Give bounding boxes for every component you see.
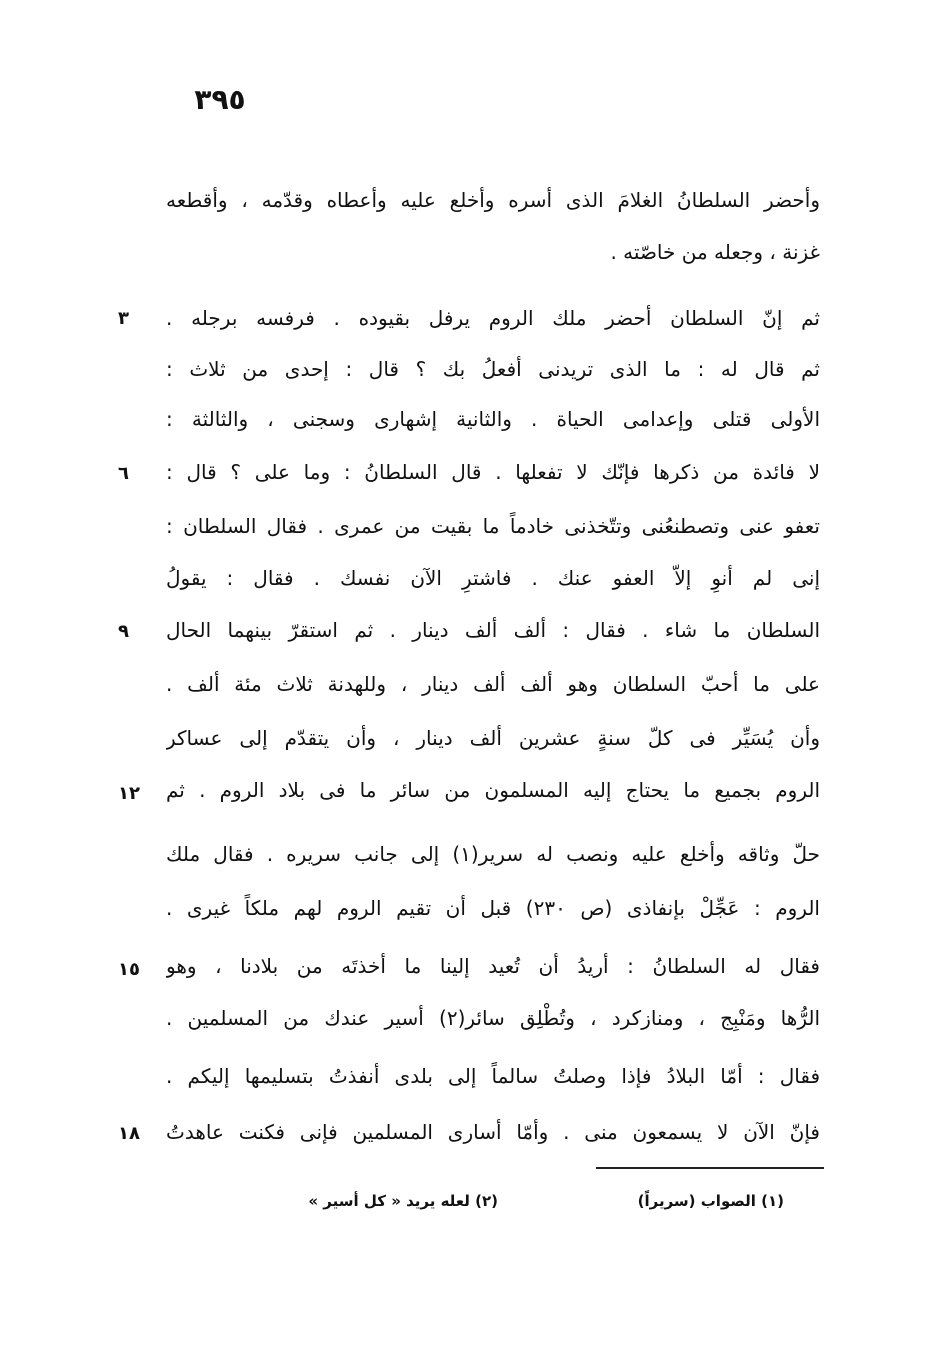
line-number-12: ١٢ — [118, 783, 140, 804]
text-line: على ما أحبّ السلطان وهو ألف ألف دينار ، وللهدنة ثلاث مئة ألف . — [166, 672, 820, 696]
text-line: فإنّ الآن لا يسمعون منى . وأمّا أسارى المسلمين فإنى فكنت عاهدتُ — [166, 1120, 820, 1144]
footnote-separator — [596, 1167, 824, 1169]
line-number-15: ١٥ — [118, 959, 140, 980]
text-line: فقال له السلطانُ : أريدُ أن تُعيد إلينا ما أخذتَه من بلادنا ، وهو — [166, 954, 820, 978]
line-number-18: ١٨ — [118, 1123, 140, 1144]
text-line: فقال : أمّا البلادُ فإذا وصلتُ سالماً إلى بلدى أنفذتُ بتسليمها إليكم . — [166, 1064, 820, 1088]
text-line: حلّ وثاقه وأخلع عليه ونصب له سرير(١) إلى جانب سريره . فقال ملك — [166, 842, 820, 866]
line-number-6: ٦ — [118, 463, 129, 484]
footnote-1: (١) الصواب (سريراً) — [637, 1192, 784, 1210]
text-line: غزنة ، وجعله من خاصّته . — [610, 240, 820, 264]
text-line: تعفو عنى وتصطنعُنى وتتّخذنى خادماً ما بقيت من عمرى . فقال السلطان : — [166, 514, 820, 538]
text-line: الروم بجميع ما يحتاج إليه المسلمون من سائر ما فى بلاد الروم . ثم — [166, 778, 820, 802]
text-line: الرُّها ومَنْبِج ، ومنازكرد ، وتُطْلِق سائر(٢) أسير عندك من المسلمين . — [166, 1006, 820, 1030]
text-line: إنى لم أنوِ إلاّ العفو عنك . فاشترِ الآن نفسك . فقال : يقولُ — [166, 566, 820, 590]
text-line: ثم إنّ السلطان أحضر ملك الروم يرفل بقيوده . فرفسه برجله . — [166, 306, 820, 330]
text-line: السلطان ما شاء . فقال : ألف ألف دينار . ثم استقرّ بينهما الحال — [166, 618, 820, 642]
text-line: ثم قال له : ما الذى تريدنى أفعلُ بك ؟ قال : إحدى من ثلاث : — [166, 357, 820, 381]
text-line: الروم : عَجِّلْ بإنفاذى (ص ٢٣٠) قبل أن تقيم الروم لهم ملكاً غيرى . — [166, 896, 820, 920]
text-line: الأولى قتلى وإعدامى الحياة . والثانية إشهارى وسجنى ، والثالثة : — [166, 407, 820, 431]
text-line: وأن يُسَيِّر فى كلّ سنةٍ عشرين ألف دينار ، وأن يتقدّم إلى عساكر — [166, 726, 820, 750]
footnote-2: (٢) لعله يريد « كل أسير » — [308, 1192, 498, 1210]
text-line: لا فائدة من ذكرها فإنّك لا تفعلها . قال السلطانُ : وما على ؟ قال : — [166, 460, 820, 484]
text-line: وأحضر السلطانُ الغلامَ الذى أسره وأخلع عليه وأعطاه وقدّمه ، وأقطعه — [166, 188, 820, 212]
page-number: ٣٩٥ — [194, 83, 246, 116]
line-number-3: ٣ — [118, 308, 129, 329]
line-number-9: ٩ — [118, 621, 129, 642]
